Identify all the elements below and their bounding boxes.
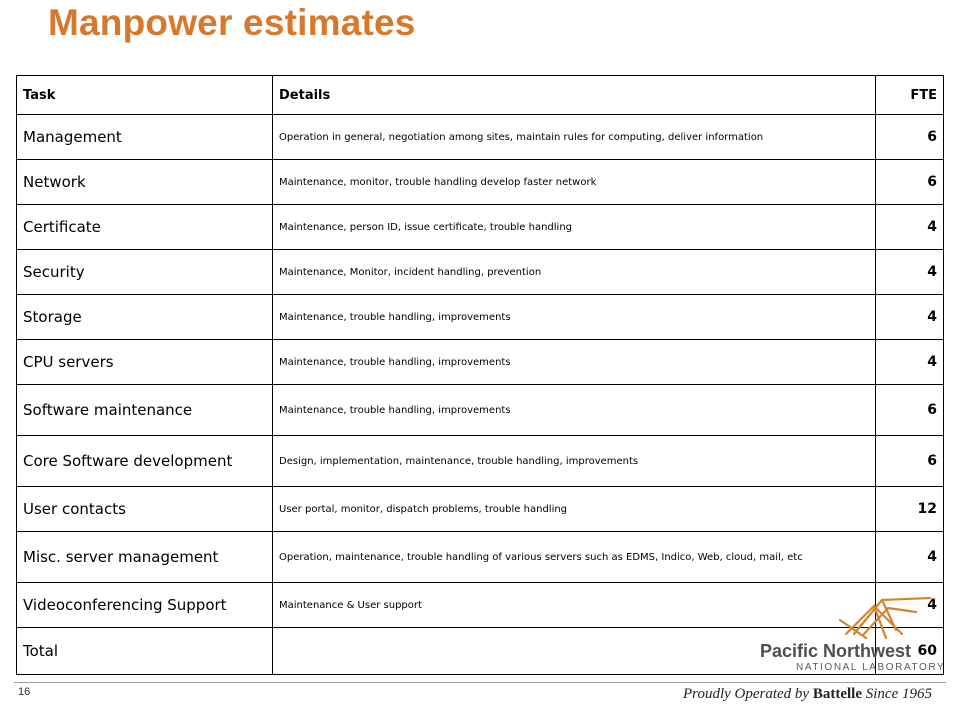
task-cell: Videoconferencing Support	[17, 583, 273, 628]
table-row	[17, 532, 944, 583]
table-header-row	[17, 76, 944, 115]
details-cell: Maintenance, person ID, issue certificate, trouble handling	[273, 205, 876, 250]
fte-cell: 6	[876, 385, 944, 436]
manpower-table	[16, 75, 944, 675]
details-cell: Operation in general, negotiation among sites, maintain rules for computing, deliver information	[273, 115, 876, 160]
table-row	[17, 160, 944, 205]
details-cell: Maintenance, trouble handling, improvements	[273, 340, 876, 385]
total-fte: 60	[876, 628, 944, 675]
total-label: Total	[17, 628, 273, 675]
header-fte: FTE	[876, 76, 944, 115]
tagline-pre: Proudly Operated by	[683, 686, 813, 702]
table-row	[17, 115, 944, 160]
table-row	[17, 205, 944, 250]
table-row	[17, 250, 944, 295]
table-row	[17, 385, 944, 436]
details-cell: Maintenance, Monitor, incident handling, prevention	[273, 250, 876, 295]
details-cell: Maintenance, monitor, trouble handling develop faster network	[273, 160, 876, 205]
task-cell: Security	[17, 250, 273, 295]
page-number: 16	[18, 686, 31, 698]
table-row	[17, 295, 944, 340]
task-cell: CPU servers	[17, 340, 273, 385]
header-details: Details	[273, 76, 876, 115]
task-cell: Software maintenance	[17, 385, 273, 436]
task-cell: Certificate	[17, 205, 273, 250]
details-cell: Maintenance, trouble handling, improvements	[273, 385, 876, 436]
details-cell: Operation, maintenance, trouble handling of various servers such as EDMS, Indico, Web, cloud, mail, etc	[273, 532, 876, 583]
task-cell: User contacts	[17, 487, 273, 532]
fte-cell: 4	[876, 250, 944, 295]
org-name: Pacific Northwest	[760, 641, 912, 661]
fte-cell: 6	[876, 436, 944, 487]
details-cell: Maintenance & User support	[273, 583, 876, 628]
details-cell: User portal, monitor, dispatch problems, trouble handling	[273, 487, 876, 532]
header-task: Task	[17, 76, 273, 115]
page-title: Manpower estimates	[48, 2, 416, 43]
task-cell: Management	[17, 115, 273, 160]
tagline-brand: Battelle	[812, 686, 863, 702]
fte-cell: 4	[876, 205, 944, 250]
table-row	[17, 340, 944, 385]
task-cell: Storage	[17, 295, 273, 340]
footer-divider	[14, 682, 946, 683]
details-cell: Design, implementation, maintenance, trouble handling, improvements	[273, 436, 876, 487]
fte-cell: 4	[876, 295, 944, 340]
tagline-post: Since 1965	[862, 686, 932, 702]
task-cell: Network	[17, 160, 273, 205]
fte-cell: 4	[876, 583, 944, 628]
details-cell: Maintenance, trouble handling, improvements	[273, 295, 876, 340]
fte-cell: 4	[876, 340, 944, 385]
fte-cell: 6	[876, 115, 944, 160]
table-row	[17, 436, 944, 487]
table-row	[17, 487, 944, 532]
org-subtitle: NATIONAL LABORATORY	[796, 662, 946, 673]
fte-cell: 12	[876, 487, 944, 532]
fte-cell: 6	[876, 160, 944, 205]
fte-cell: 4	[876, 532, 944, 583]
tagline	[683, 686, 932, 703]
task-cell: Core Software development	[17, 436, 273, 487]
task-cell: Misc. server management	[17, 532, 273, 583]
